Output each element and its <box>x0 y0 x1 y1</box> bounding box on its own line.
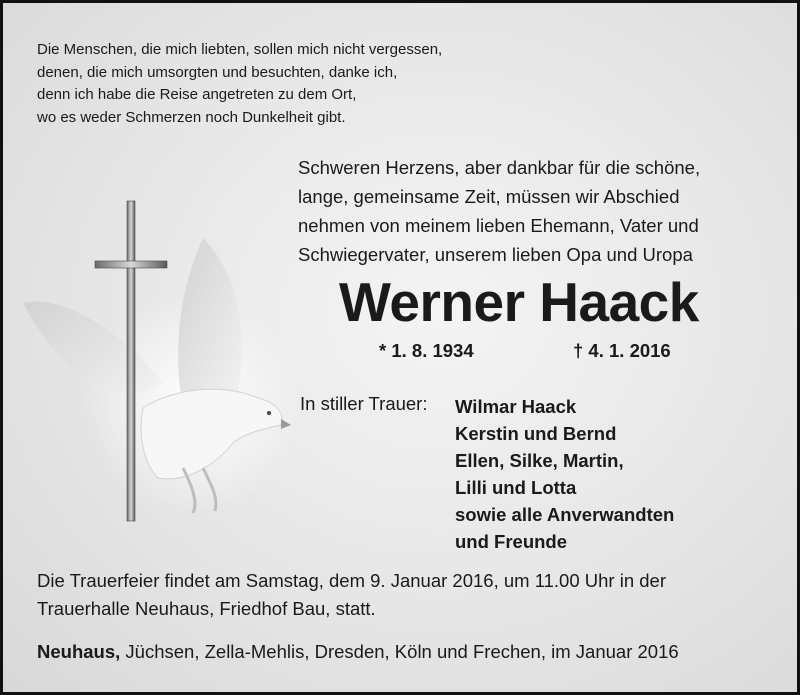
mourner-entry: Ellen, Silke, Martin, <box>455 450 624 471</box>
poem-line: denen, die mich umsorgten und besuchten, danke ich, <box>37 63 398 81</box>
intro-line: Schwiegervater, unserem lieben Opa und Uropa <box>298 244 693 265</box>
mourner-entry: Wilmar Haack <box>455 396 577 417</box>
deceased-name: Werner Haack <box>339 271 699 333</box>
poem-line: wo es weder Schmerzen noch Dunkelheit gibt. <box>37 108 346 126</box>
mourner-entry: Kerstin und Bernd <box>455 423 617 444</box>
intro-line: nehmen von meinem lieben Ehemann, Vater und <box>298 215 699 236</box>
mourner-entry: sowie alle Anverwandten <box>455 504 675 525</box>
death-date: † 4. 1. 2016 <box>573 340 671 361</box>
places-bold: Neuhaus, <box>37 641 121 662</box>
mourning-label: In stiller Trauer: <box>300 393 428 414</box>
service-line: Die Trauerfeier findet am Samstag, dem 9. Januar 2016, um 11.00 Uhr in der <box>37 570 666 591</box>
intro-line: lange, gemeinsame Zeit, müssen wir Abschied <box>298 186 680 207</box>
places-line <box>37 641 679 663</box>
dove-icon <box>23 238 303 513</box>
poem-line: Die Menschen, die mich liebten, sollen mich nicht vergessen, <box>37 41 443 58</box>
mourner-entry: Lilli und Lotta <box>455 477 577 498</box>
mourner-entry: und Freunde <box>455 531 568 552</box>
mourners-list <box>455 393 674 555</box>
birth-date: * 1. 8. 1934 <box>379 340 474 361</box>
poem-line: denn ich habe die Reise angetreten zu dem Ort, <box>37 86 357 103</box>
memorial-artwork <box>23 193 313 533</box>
intro-text <box>298 153 700 269</box>
places-rest: Jüchsen, Zella-Mehlis, Dresden, Köln und Frechen, im Januar 2016 <box>120 641 679 662</box>
poem <box>37 39 442 129</box>
service-info <box>37 567 666 623</box>
service-line: Trauerhalle Neuhaus, Friedhof Bau, statt. <box>37 598 376 619</box>
intro-line: Schweren Herzens, aber dankbar für die schöne, <box>298 157 701 178</box>
